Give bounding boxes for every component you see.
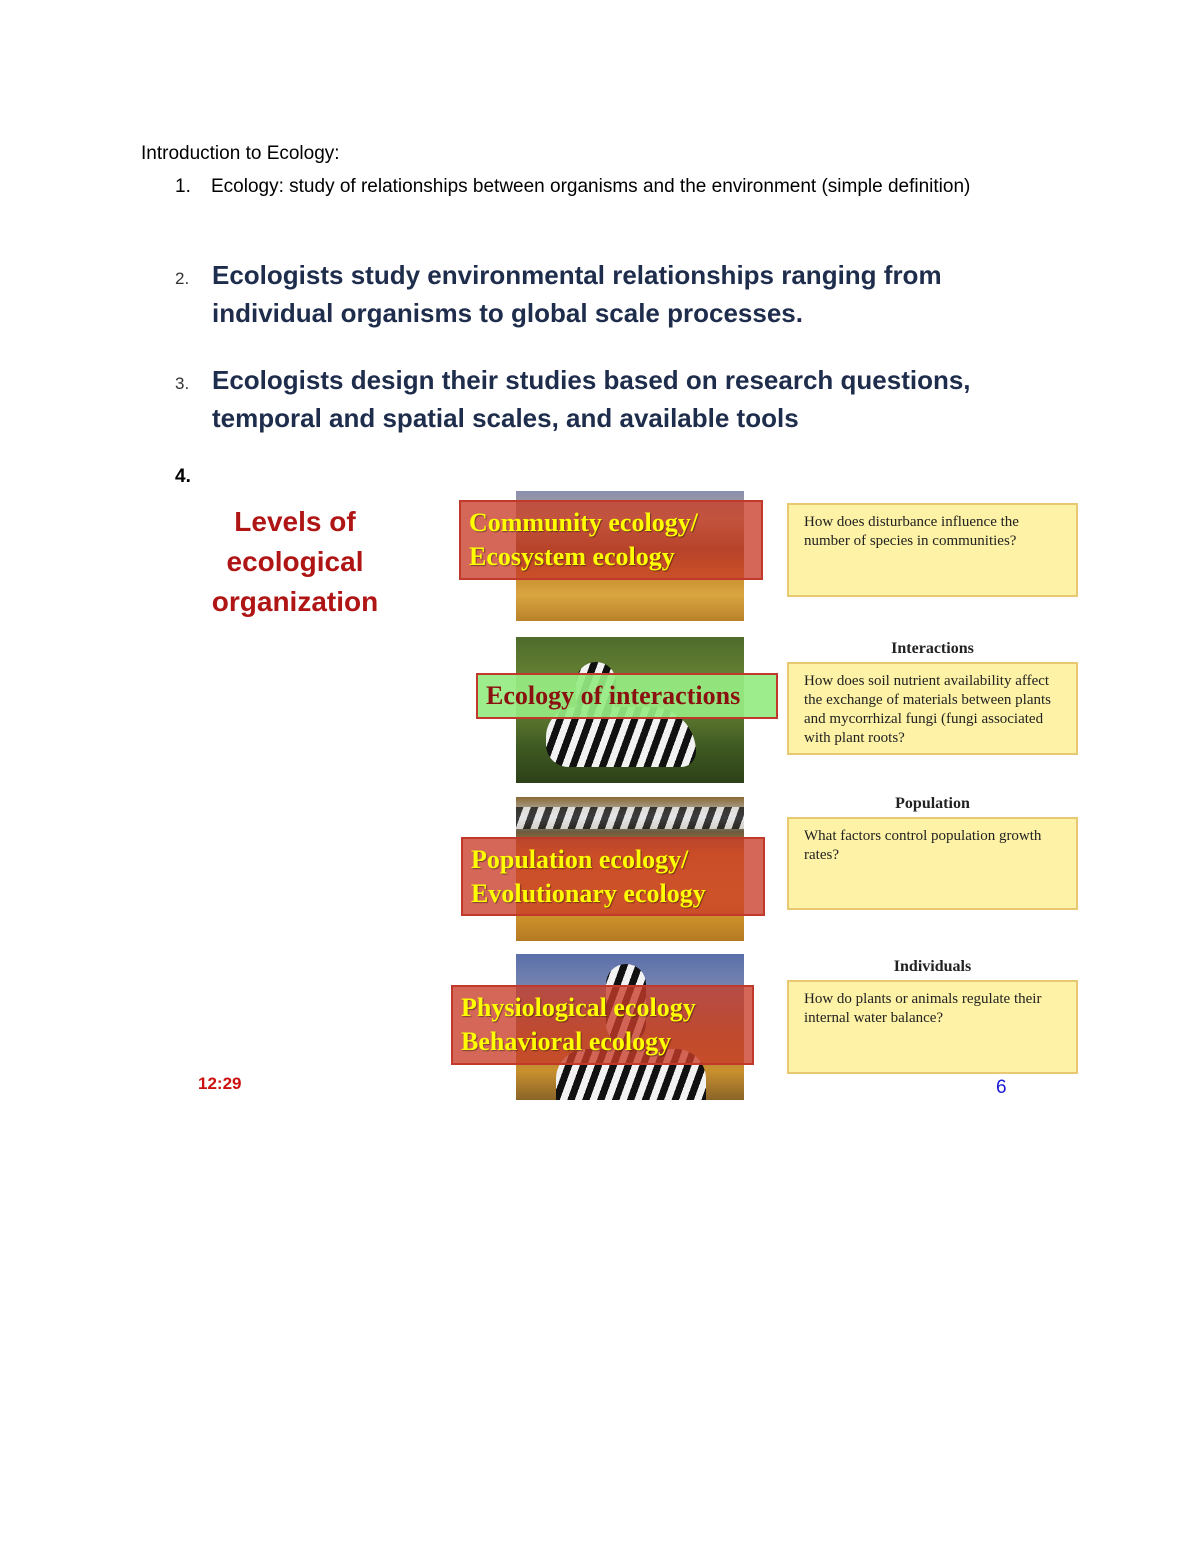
list-number: 1.: [175, 176, 191, 197]
list-text: Ecologists study environmental relationships ranging from individual organisms to global scale processes.: [212, 260, 942, 328]
heading-interactions: Interactions: [891, 640, 974, 657]
question-box-interactions: How does soil nutrient availability affect the exchange of materials between plants and mycorrhizal fungi (fungi associated with plant roots?: [787, 662, 1078, 755]
list-item-4: [175, 466, 191, 488]
list-number: 2.: [175, 269, 190, 288]
list-item-1: [175, 173, 1005, 201]
heading-individuals: Individuals: [893, 958, 972, 975]
list-item-3: [175, 361, 1035, 437]
list-text: Ecologists design their studies based on research questions, temporal and spatial scales, and available tools: [212, 365, 971, 433]
physiological-ecology-label: Physiological ecology Behavioral ecology: [451, 985, 754, 1065]
list-text: Ecology: study of relationships between organisms and the environment (simple definition): [211, 176, 971, 197]
question-box-population: What factors control population growth rates?: [787, 817, 1078, 910]
question-box-individuals: How do plants or animals regulate their internal water balance?: [787, 980, 1078, 1074]
heading-population: Population: [895, 795, 970, 812]
figure-title: Levels of ecological organization: [211, 506, 379, 617]
list-number: 3.: [175, 374, 190, 393]
interactions-ecology-label: Ecology of interactions: [476, 673, 778, 719]
community-ecology-label: Community ecology/ Ecosystem ecology: [459, 500, 763, 580]
slide-page-number: 6: [996, 1077, 1007, 1098]
section-title: Introduction to Ecology:: [141, 143, 340, 164]
timestamp: 12:29: [198, 1074, 242, 1093]
list-number: 4.: [175, 466, 191, 487]
question-box-community: How does disturbance influence the number of species in communities?: [787, 503, 1078, 597]
population-ecology-label: Population ecology/ Evolutionary ecology: [461, 837, 765, 916]
list-item-2: [175, 256, 1035, 332]
